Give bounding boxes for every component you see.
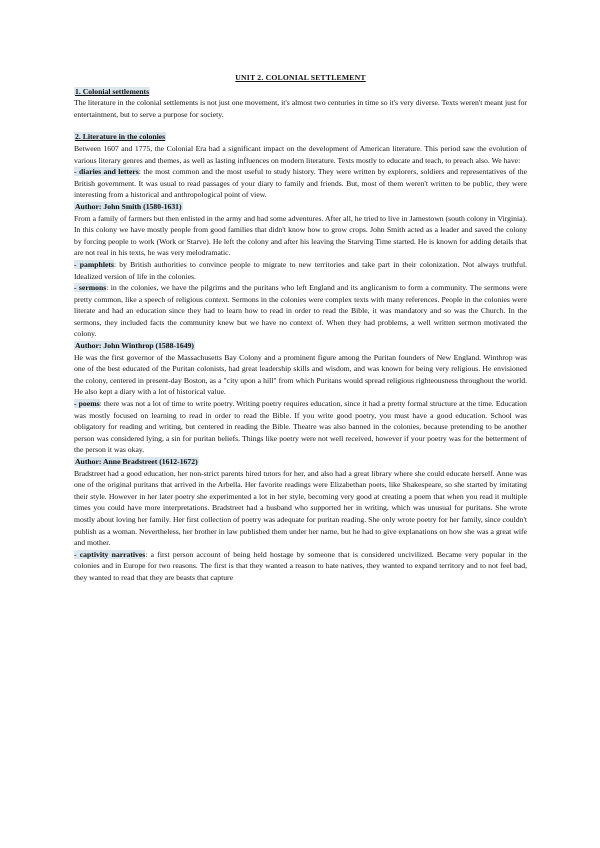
- section-heading-colonial-settlements: 1. Colonial settlements: [75, 86, 150, 96]
- paragraph-literature-intro: Between 1607 and 1775, the Colonial Era had a significant impact on the development of American literature. This period saw the evolution of various literary genres and themes, as well as lasting influences on modern literature. Texts mostly to educate and teach, to preach also. We have:: [74, 143, 527, 165]
- author-heading-anne-bradstreet: Author: Anne Bradstreet (1612-1672): [75, 457, 198, 466]
- term-diaries: - diaries and letters: [74, 167, 139, 177]
- spacer: [74, 120, 527, 131]
- author-heading-john-winthrop: Author: John Winthrop (1588-1649): [75, 341, 194, 351]
- paragraph-john-smith: From a family of farmers but then enlisted in the army and had some adventures. After all, he tried to live in Jamestown (south colony in Virginia). In this colony we have mostly people from good families that didn't know how to grow crops. John Smith acted as a leader and saved the colony by forcing people to work (Work or Starve). He left the colony and after his leaving the Starving Time started. He is known for adding details that are not real in his texts, he was very melodramatic.: [74, 213, 527, 258]
- section-heading-literature-colonies: 2. Literature in the colonies: [75, 132, 166, 142]
- term-captivity-narratives: - captivity narratives: [74, 549, 146, 559]
- paragraph-diaries: - diaries and letters: the most common and the most useful to study history. They were written by explorers, soldiers and representatives of the British government. It was usual to read passages of your diary to family and friends. But, most of them weren't written to be public, they were interesting from a historical and anthropological point of view.: [74, 167, 527, 200]
- paragraph-poems: - poems: there was not a lot of time to write poetry. Writing poetry requires education, since it had a pretty formal structure at the time. Education was mostly focused on learning to read in order to read the Bible. If you write good poetry, you must have a good education. School was obligatory for reading and writing, but centered in reading the Bible. Theatre was also banned in the colonies, because pretending to be another person was considered lying, a sin for puritan beliefs. Things like poetry were not well received, however if your poetry was for the betterment of the person it was okay.: [74, 399, 527, 455]
- term-poems: - poems: [74, 399, 100, 409]
- paragraph-colonial-settlements: The literature in the colonial settlements is not just one movement, it's almost two centuries in time so it's very diverse. Texts weren't meant just for entertainment, but to serve a purpose for society.: [74, 98, 527, 119]
- document-page: [74, 72, 527, 584]
- document-title: UNIT 2. COLONIAL SETTLEMENT: [235, 73, 366, 82]
- paragraph-captivity-narratives: - captivity narratives: a first person account of being held hostage by someone that is considered uncivilized. Became very popular in the colonies and in Europe for two reasons. The first is that they wanted a reason to hate natives, they wanted to expand territory and to not feel bad, they wanted to read that they are beasts that capture: [74, 549, 527, 582]
- paragraph-anne-bradstreet: Bradstreet had a good education, her non-strict parents hired tutors for her, and also had a great library where she could educate herself. Anne was one of the original puritans that arrived in the Arbella. Her favorite readings were Elizabethan poets, like Shakespeare, so she started by imitating their style. However in her later poetry she experimented a lot in her style, becoming very good at creating a poem that when you read it multiple times you could have more interpretations. Bradstreet had a husband who supported her in writing, which was unusual for puritans. She wrote mostly about loving her family. Her first collection of poetry was adequate for puritan reading. She only wrote poetry for her family, since couldn't publish as a woman. Nevertheless, her brother in law published them under her name, but he had to give explanations on how she was a great wife and mother.: [74, 468, 527, 548]
- term-pamphlets: - pamphlets: [74, 259, 114, 269]
- term-sermons: - sermons: [74, 283, 107, 293]
- paragraph-john-winthrop: He was the first governor of the Massachusetts Bay Colony and a prominent figure among the Puritan founders of New England. Winthrop was one of the best educated of the Puritan colonists, had great leadership skills and wisdom, and was known for being very religious. He envisioned the colony, centered in present-day Boston, as a "city upon a hill" from which Puritans would spread religious righteousness throughout the world. He also kept a diary with a lot of historical value.: [74, 352, 527, 397]
- author-heading-john-smith: Author: John Smith (1580-1631): [75, 201, 182, 211]
- paragraph-pamphlets: - pamphlets: by British authorities to convince people to migrate to new territories and take part in their colonization. Not always truthful. Idealized version of life in the colonies.: [74, 259, 527, 281]
- paragraph-sermons: - sermons: in the colonies, we have the pilgrims and the puritans who left England and its anglicanism to form a community. The sermons were pretty common, like a speech of religious context. Sermons in the colonies were complex texts with many references. People in the colonies were literate and had an education since they had to learn how to read in order to read the Bible, it was mandatory and so was the Church. In the sermons, they included facts the community knew but we have no context of. When they had problems, a well written sermon motivated the colony.: [74, 283, 527, 339]
